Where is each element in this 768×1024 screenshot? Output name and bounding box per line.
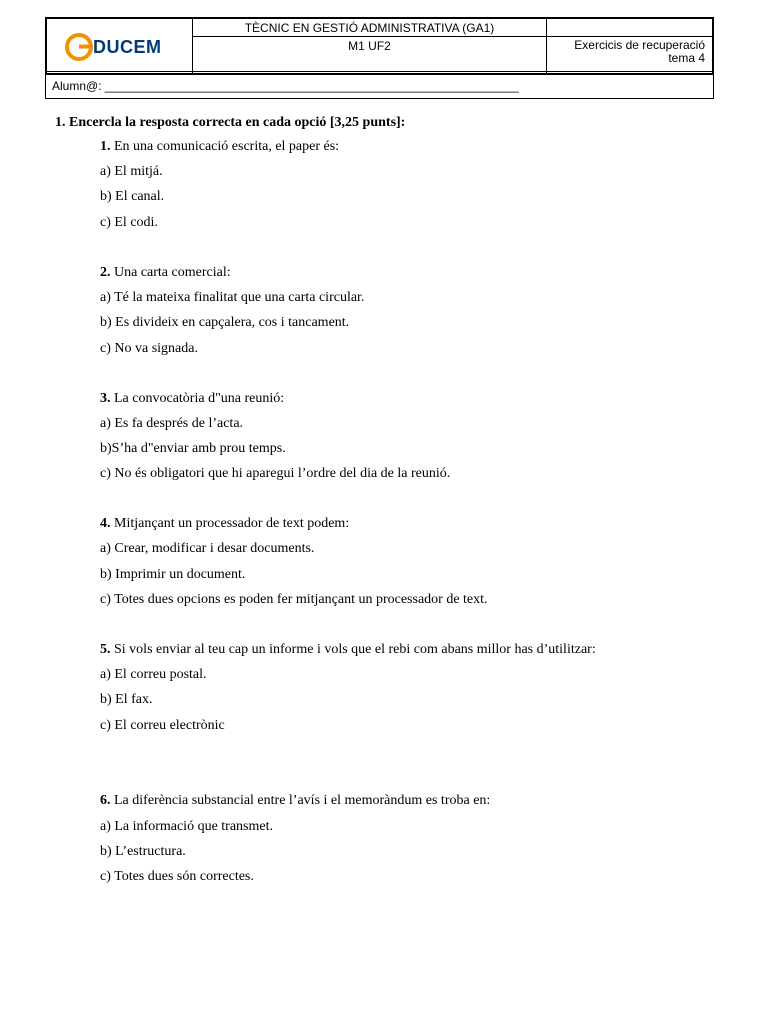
option-5a: a) El correu postal. bbox=[100, 667, 207, 682]
logo-cell bbox=[47, 19, 193, 74]
question-text: Una carta comercial: bbox=[110, 265, 231, 280]
question-text: La diferència substancial entre l’avís i el memoràndum es troba en: bbox=[110, 793, 491, 808]
question-number: 5. bbox=[100, 642, 111, 657]
option-6b: b) L’estructura. bbox=[100, 844, 186, 859]
question-number: 6. bbox=[100, 793, 111, 808]
option-1b: b) El canal. bbox=[100, 189, 165, 204]
question-3 bbox=[100, 391, 284, 407]
svg-text:DUCEM: DUCEM bbox=[93, 37, 162, 57]
question-6 bbox=[100, 793, 490, 809]
option-1a: a) El mitjá. bbox=[100, 164, 163, 179]
option-3c: c) No és obligatori que hi aparegui l’ordre del dia de la reunió. bbox=[100, 466, 451, 481]
course-title: TÈCNIC EN GESTIÓ ADMINISTRATIVA (GA1) bbox=[193, 19, 547, 37]
option-2a: a) Té la mateixa finalitat que una carta circular. bbox=[100, 290, 365, 305]
question-2 bbox=[100, 265, 231, 281]
option-4c: c) Totes dues opcions es poden fer mitjançant un processador de text. bbox=[100, 592, 488, 607]
educem-logo bbox=[65, 29, 177, 65]
question-number: 4. bbox=[100, 516, 111, 531]
option-6a: a) La informació que transmet. bbox=[100, 819, 273, 834]
student-name-field[interactable]: Alumn@: ______________________________________________________________ bbox=[45, 71, 714, 99]
option-5b: b) El fax. bbox=[100, 692, 153, 707]
option-3a: a) Es fa després de l’acta. bbox=[100, 416, 244, 431]
question-text: Si vols enviar al teu cap un informe i vols que el rebi com abans millor has d’utilitzar: bbox=[110, 642, 596, 657]
question-number: 3. bbox=[100, 391, 111, 406]
option-4b: b) Imprimir un document. bbox=[100, 567, 246, 582]
question-number: 1. bbox=[100, 139, 111, 154]
exercise-line-2: tema 4 bbox=[668, 51, 705, 65]
header-table bbox=[45, 17, 714, 75]
question-text: Mitjançant un processador de text podem: bbox=[110, 516, 350, 531]
section-heading: 1. Encercla la resposta correcta en cada opció [3,25 punts]: bbox=[55, 115, 406, 130]
question-1 bbox=[100, 139, 339, 155]
option-6c: c) Totes dues són correctes. bbox=[100, 869, 254, 884]
question-4 bbox=[100, 516, 349, 532]
option-2b: b) Es divideix en capçalera, cos i tancament. bbox=[100, 315, 350, 330]
option-2c: c) No va signada. bbox=[100, 341, 198, 356]
question-number: 2. bbox=[100, 265, 111, 280]
exercise-line-1: Exercicis de recuperació bbox=[574, 38, 705, 52]
header-empty-cell bbox=[547, 19, 713, 37]
question-text: En una comunicació escrita, el paper és: bbox=[110, 139, 340, 154]
question-5 bbox=[100, 642, 596, 658]
exercise-label bbox=[547, 37, 713, 74]
option-5c: c) El correu electrònic bbox=[100, 718, 225, 733]
module-label: M1 UF2 bbox=[193, 37, 547, 74]
option-3b: b)S’ha d"enviar amb prou temps. bbox=[100, 441, 286, 456]
option-4a: a) Crear, modificar i desar documents. bbox=[100, 541, 315, 556]
option-1c: c) El codi. bbox=[100, 215, 158, 230]
question-text: La convocatòria d"una reunió: bbox=[110, 391, 285, 406]
